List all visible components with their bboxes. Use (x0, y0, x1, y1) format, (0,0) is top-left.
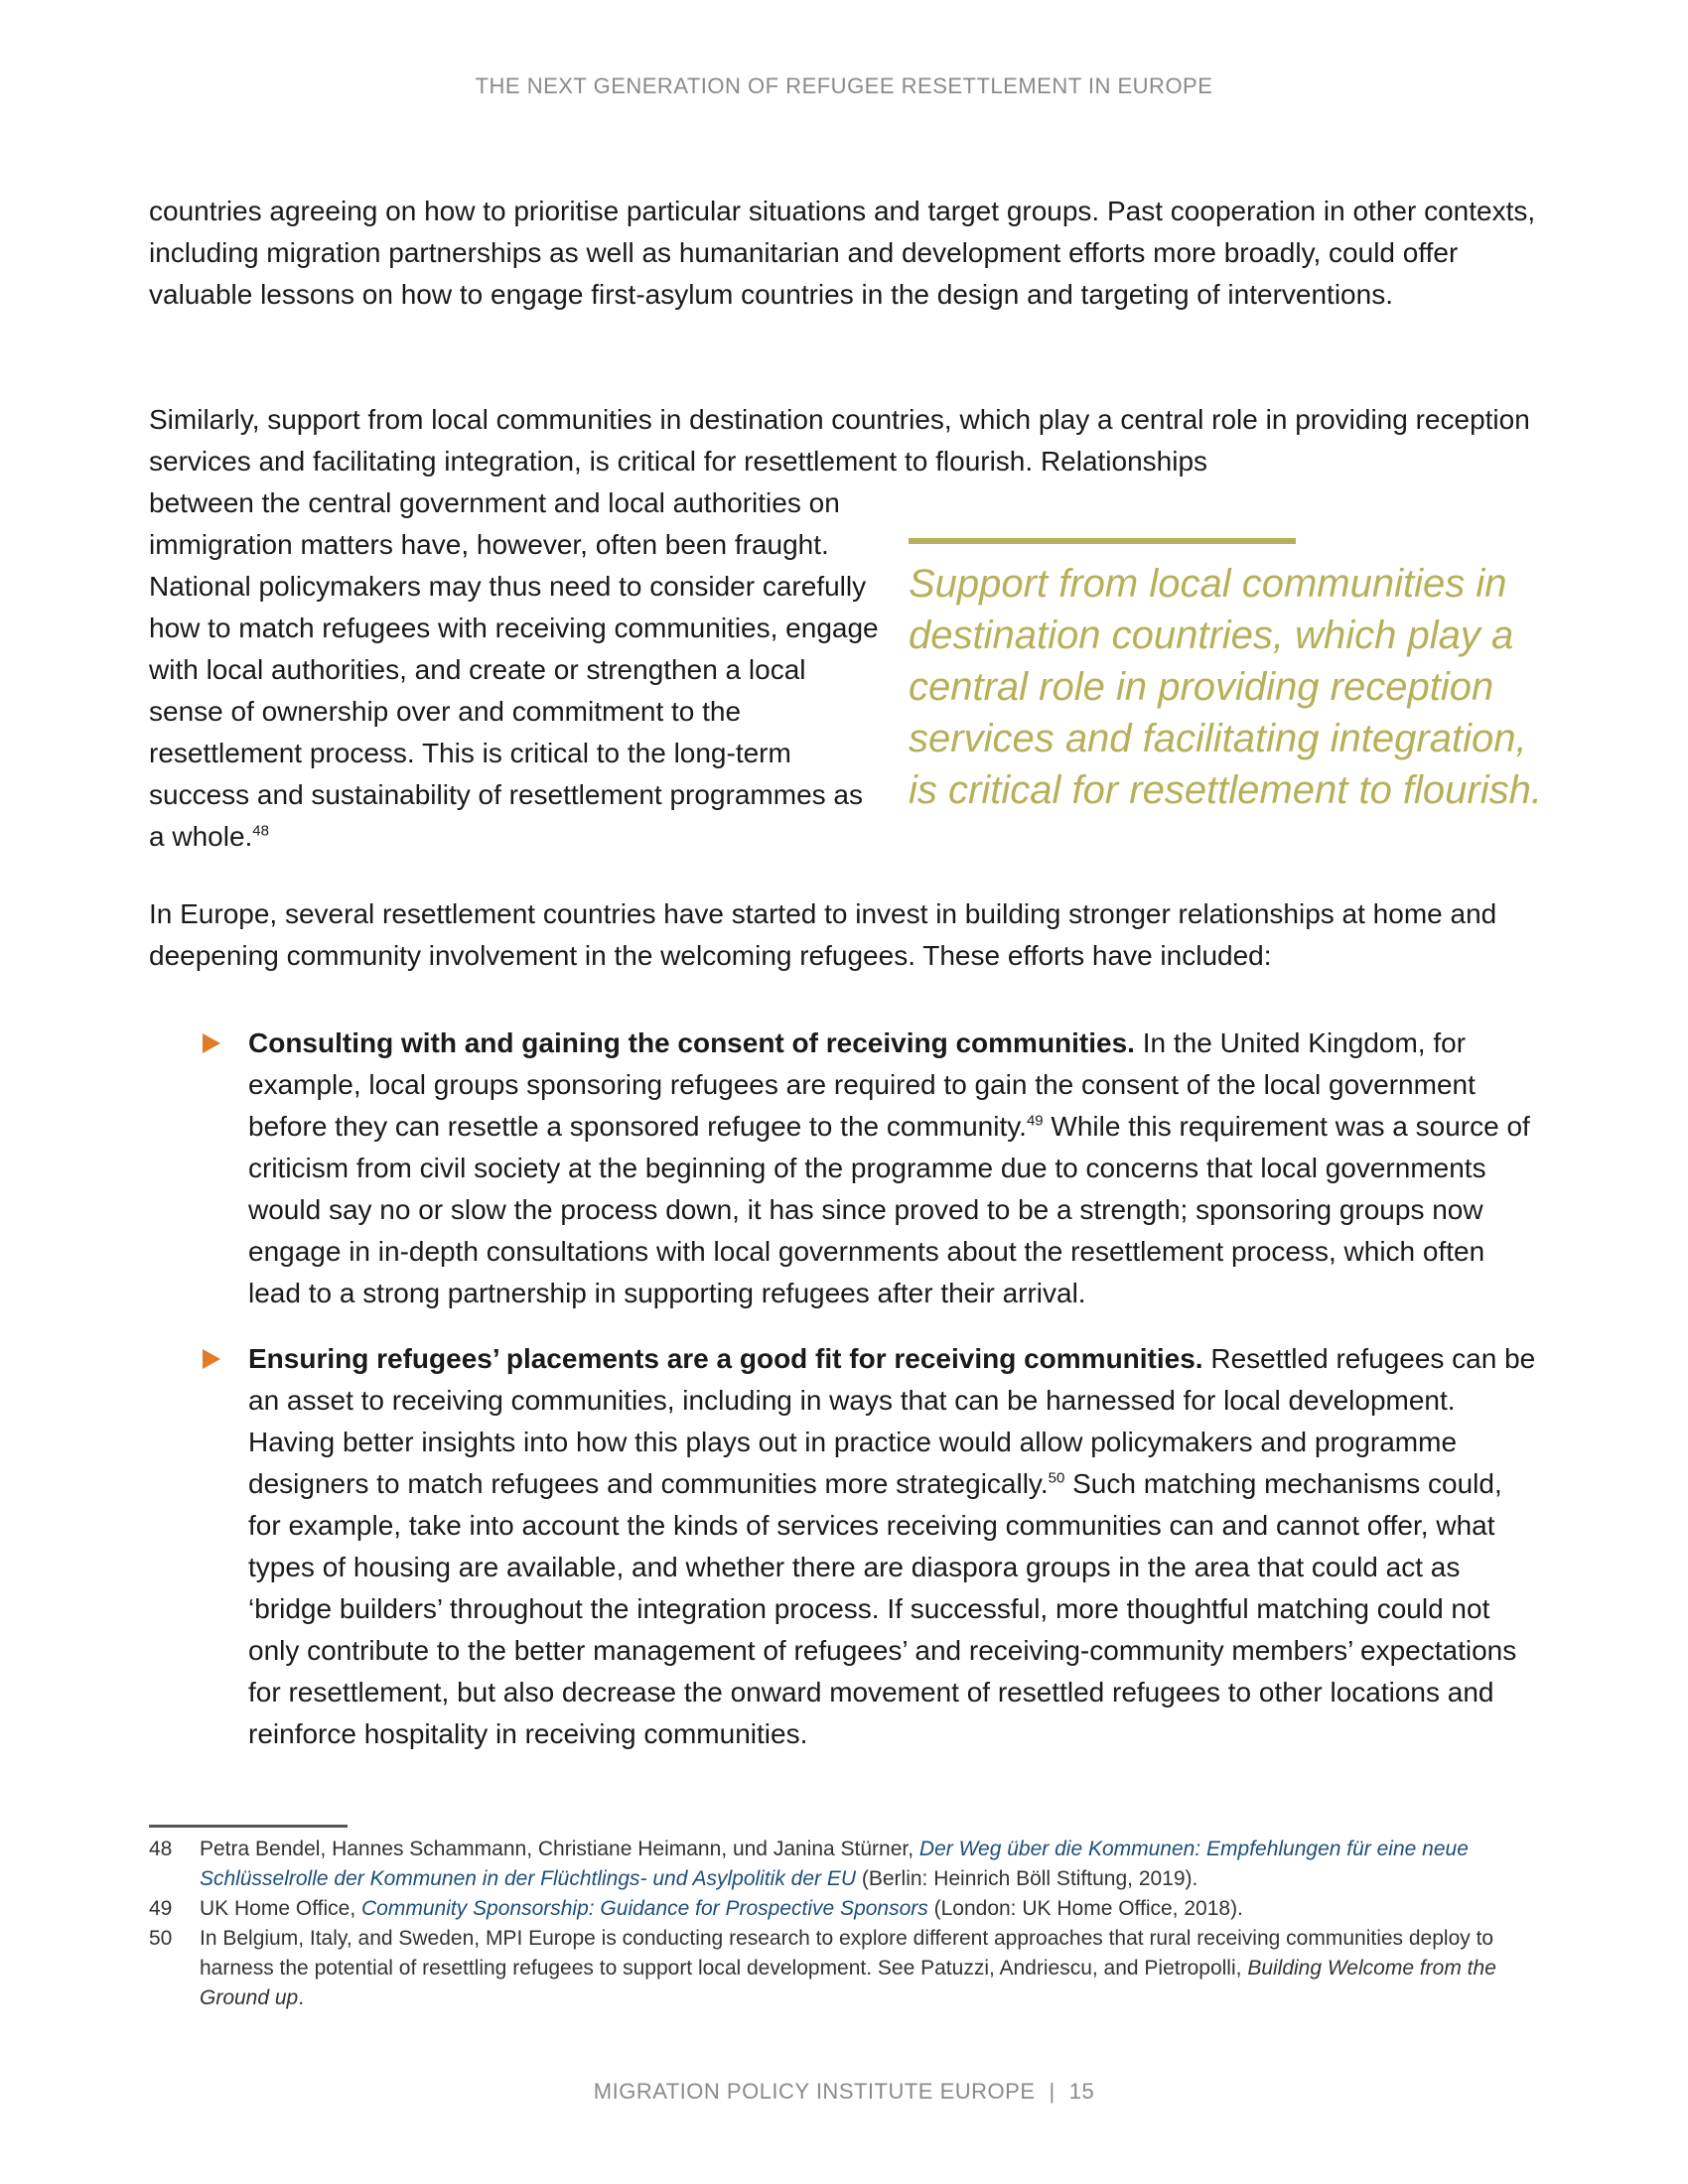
footnote-citation-title: Building Welcome from the Ground up (200, 1957, 1496, 2009)
footnote-text: (London: UK Home Office, 2018). (927, 1897, 1243, 1920)
bullet-text: Such matching mechanisms could, for example, take into account the kinds of services receiving communities can and cannot offer, what types of housing are available, and whether there are diaspora groups in the area that could act as ‘bridge builders’ throughout the integration process. If successful, more thoughtful matching could not only contribute to the better management of refugees’ and receiving-community members’ expectations for resettlement, but also decrease the onward movement of resettled refugees to other locations and reinforce hospitality in receiving communities. (248, 1468, 1517, 1749)
footnote-49 (149, 1894, 1549, 1924)
footnote-ref-50[interactable]: 50 (1048, 1469, 1065, 1487)
footnote-divider (149, 1825, 348, 1828)
bullet-text: In the United Kingdom, for example, local groups sponsoring refugees are required to gain the consent of the local government before they can resettle a sponsored refugee to the community. (248, 1027, 1476, 1142)
footnotes (149, 1835, 1549, 2013)
body-paragraph-1: countries agreeing on how to prioritise particular situations and target groups. Past cooperation in other contexts, including migration partnerships as well as humanitarian and development efforts more broadly, could offer valuable lessons on how to engage first-asylum countries in the design and targeting of interventions. (149, 196, 1536, 310)
running-header: THE NEXT GENERATION OF REFUGEE RESETTLEMENT IN EUROPE (475, 73, 1213, 98)
pull-quote-text: Support from local communities in destination countries, which play a central role in providing reception services and facilitating integration, is critical for resettlement to flourish. (909, 562, 1542, 812)
body-paragraph-2-column (149, 482, 884, 858)
footnote-50 (149, 1924, 1549, 2013)
bullet-item (149, 1338, 1539, 1755)
page-footer (0, 2079, 1688, 2105)
footnote-text: . (298, 1986, 305, 2009)
bullet-text: Resettled refugees can be an asset to receiving communities, including in ways that can be harnessed for local development. Having better insights into how this plays out in practice would allow policymakers and programme designers to match refugees and communities more strategically. (248, 1343, 1536, 1499)
body-paragraph-3: In Europe, several resettlement countries have started to invest in building stronger relationships at home and deepening community involvement in the welcoming refugees. These efforts have included: (149, 898, 1497, 971)
pull-quote-rule (909, 538, 1296, 544)
footnote-ref-49[interactable]: 49 (1026, 1112, 1044, 1130)
footnote-ref-48[interactable]: 48 (252, 822, 269, 840)
footnote-text: (Berlin: Heinrich Böll Stiftung, 2019). (856, 1867, 1198, 1890)
bullet-list (149, 1023, 1539, 1779)
footnote-number: 49 (149, 1897, 173, 1920)
footnote-number: 50 (149, 1927, 173, 1950)
pull-quote (909, 538, 1544, 816)
footnote-text: UK Home Office, (200, 1897, 361, 1920)
footer-separator: | (1049, 2079, 1055, 2104)
bullet-lead: Ensuring refugees’ placements are a good fit for receiving communities. (248, 1343, 1203, 1374)
paragraph-2-text: between the central government and local authorities on immigration matters have, however, often been fraught. National policymakers may thus need to consider carefully how to match refugees with receiving communities, engage with local authorities, and create or strengthen a local sense of ownership over and commitment to the resettlement process. This is critical to the long-term success and sustainability of resettlement programmes as a whole. (149, 487, 879, 852)
footer-org: MIGRATION POLICY INSTITUTE EUROPE (593, 2079, 1036, 2104)
footnote-number: 48 (149, 1838, 173, 1860)
triangle-bullet-icon (203, 1033, 220, 1053)
triangle-bullet-icon (203, 1349, 220, 1369)
footnote-text: Petra Bendel, Hannes Schammann, Christiane Heimann, und Janina Stürner, (200, 1838, 919, 1860)
footnote-48 (149, 1835, 1549, 1894)
footnote-link[interactable]: Der Weg über die Kommunen: Empfehlungen für eine neue Schlüsselrolle der Kommunen in der Flüchtlings- und Asylpolitik der EU (200, 1838, 1469, 1890)
bullet-text: While this requirement was a source of criticism from civil society at the beginning of the programme due to concerns that local governments would say no or slow the process down, it has since proved to be a strength; sponsoring groups now engage in in-depth consultations with local governments about the resettlement process, which often lead to a strong partnership in supporting refugees after their arrival. (248, 1111, 1530, 1308)
footnote-link[interactable]: Community Sponsorship: Guidance for Prospective Sponsors (361, 1897, 928, 1920)
bullet-lead: Consulting with and gaining the consent of receiving communities. (248, 1027, 1135, 1058)
footnote-text: In Belgium, Italy, and Sweden, MPI Europe is conducting research to explore different approaches that rural receiving communities deploy to harness the potential of resettling refugees to support local development. See Patuzzi, Andriescu, and Pietropolli, (200, 1927, 1494, 1979)
body-paragraph-2-lead: Similarly, support from local communities in destination countries, which play a central role in providing reception services and facilitating integration, is critical for resettlement to flourish. Relationships (149, 404, 1530, 477)
page-number: 15 (1068, 2079, 1095, 2104)
bullet-item (149, 1023, 1539, 1314)
